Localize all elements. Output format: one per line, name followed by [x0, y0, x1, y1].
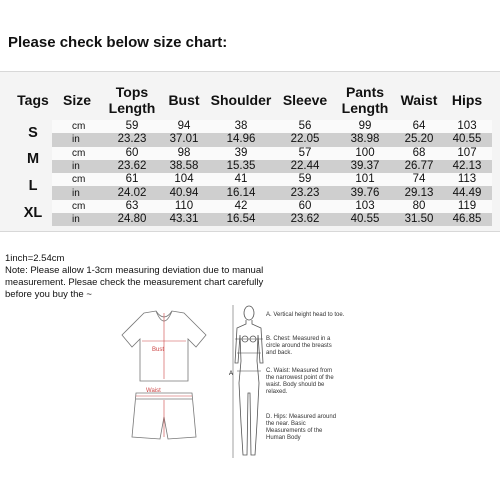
size-tag: XL	[23, 204, 43, 221]
table-cell: 37.01	[162, 133, 206, 146]
table-cell: 100	[334, 147, 396, 160]
table-cell: 61	[102, 173, 162, 186]
size-chart-table	[14, 80, 492, 226]
table-cell: 101	[334, 173, 396, 186]
size-tag: S	[28, 124, 38, 141]
table-cell: 38.98	[334, 133, 396, 146]
table-cell: 80	[396, 200, 442, 213]
header-hips: Hips	[451, 92, 483, 108]
table-cell: 23.23	[276, 186, 334, 199]
table-cell: 42	[206, 200, 276, 213]
table-cell: 40.55	[442, 133, 492, 146]
table-cell: 14.96	[206, 133, 276, 146]
size-tag: L	[28, 177, 38, 194]
table-cell: 29.13	[396, 186, 442, 199]
unit-label: in	[52, 186, 102, 199]
page-title: Please check below size chart:	[8, 34, 228, 51]
label-hips: D. Hips: Measured around the near. Basic Measurements of the Human Body	[266, 414, 337, 441]
label-waist: C. Waist: Measured from the narrowest point of the waist. Body should be relaxed.	[266, 368, 334, 395]
table-cell: 64	[396, 120, 442, 133]
header-pants-length: Pants Length	[341, 84, 389, 116]
table-row	[14, 186, 492, 199]
table-cell: 60	[276, 200, 334, 213]
note-line: measurement. Plesae check the measurement chart carefully	[5, 277, 264, 288]
table-cell: 22.05	[276, 133, 334, 146]
table-cell: 16.14	[206, 186, 276, 199]
table-cell: 98	[162, 147, 206, 160]
letter-a: A	[229, 371, 234, 377]
table-row	[14, 160, 492, 173]
measurement-note	[5, 253, 305, 301]
body-measurement-diagram	[229, 303, 269, 468]
table-cell: 15.35	[206, 160, 276, 173]
table-cell: 38.58	[162, 160, 206, 173]
table-cell: 103	[442, 120, 492, 133]
header-tops-length: Tops Length	[108, 84, 156, 116]
table-row	[14, 120, 492, 133]
table-cell: 56	[276, 120, 334, 133]
unit-label: cm	[52, 173, 102, 186]
table-cell: 40.55	[334, 213, 396, 226]
table-cell: 68	[396, 147, 442, 160]
table-cell: 113	[442, 173, 492, 186]
table-cell: 23.62	[276, 213, 334, 226]
garment-diagram	[114, 305, 214, 470]
tshirt-shorts-icon	[114, 305, 214, 465]
table-cell: 24.02	[102, 186, 162, 199]
table-cell: 119	[442, 200, 492, 213]
table-cell: 60	[102, 147, 162, 160]
note-conversion: 1inch=2.54cm	[5, 253, 65, 264]
table-row	[14, 213, 492, 226]
human-body-icon	[229, 303, 269, 463]
table-cell: 63	[102, 200, 162, 213]
table-cell: 39.76	[334, 186, 396, 199]
waist-label: Waist	[146, 388, 161, 394]
table-cell: 43.31	[162, 213, 206, 226]
header-tags: Tags	[17, 92, 49, 108]
unit-label: cm	[52, 147, 102, 160]
table-cell: 99	[334, 120, 396, 133]
table-cell: 46.85	[442, 213, 492, 226]
table-cell: 44.49	[442, 186, 492, 199]
header-bust: Bust	[168, 92, 200, 108]
table-cell: 59	[276, 173, 334, 186]
table-cell: 59	[102, 120, 162, 133]
header-shoulder: Shoulder	[210, 92, 272, 108]
table-header-row	[14, 80, 492, 120]
table-cell: 42.13	[442, 160, 492, 173]
note-line: Note: Please allow 1-3cm measuring deviation due to manual	[5, 265, 264, 276]
table-cell: 104	[162, 173, 206, 186]
size-tag: M	[26, 151, 40, 168]
table-cell: 41	[206, 173, 276, 186]
table-cell: 57	[276, 147, 334, 160]
table-cell: 23.23	[102, 133, 162, 146]
header-size: Size	[62, 92, 91, 108]
unit-label: in	[52, 213, 102, 226]
header-sleeve: Sleeve	[282, 92, 328, 108]
table-cell: 16.54	[206, 213, 276, 226]
bust-label: Bust	[152, 347, 165, 353]
table-row	[14, 173, 492, 186]
table-row	[14, 147, 492, 160]
table-cell: 103	[334, 200, 396, 213]
unit-label: cm	[52, 120, 102, 133]
table-row	[14, 133, 492, 146]
size-chart-panel	[0, 71, 500, 232]
note-line: before you buy the ~	[5, 289, 92, 300]
table-cell: 74	[396, 173, 442, 186]
table-row	[14, 200, 492, 213]
label-chest: B. Chest: Measured in a circle around the breasts and back.	[266, 336, 332, 356]
table-cell: 31.50	[396, 213, 442, 226]
label-vertical-height: A. Vertical height head to toe.	[266, 312, 345, 318]
unit-label: cm	[52, 200, 102, 213]
table-cell: 39.37	[334, 160, 396, 173]
table-cell: 94	[162, 120, 206, 133]
table-cell: 39	[206, 147, 276, 160]
table-cell: 24.80	[102, 213, 162, 226]
header-waist: Waist	[400, 92, 438, 108]
table-cell: 110	[162, 200, 206, 213]
unit-label: in	[52, 133, 102, 146]
table-cell: 25.20	[396, 133, 442, 146]
unit-label: in	[52, 160, 102, 173]
table-cell: 107	[442, 147, 492, 160]
table-cell: 40.94	[162, 186, 206, 199]
table-cell: 23.62	[102, 160, 162, 173]
table-cell: 26.77	[396, 160, 442, 173]
table-cell: 22.44	[276, 160, 334, 173]
table-cell: 38	[206, 120, 276, 133]
